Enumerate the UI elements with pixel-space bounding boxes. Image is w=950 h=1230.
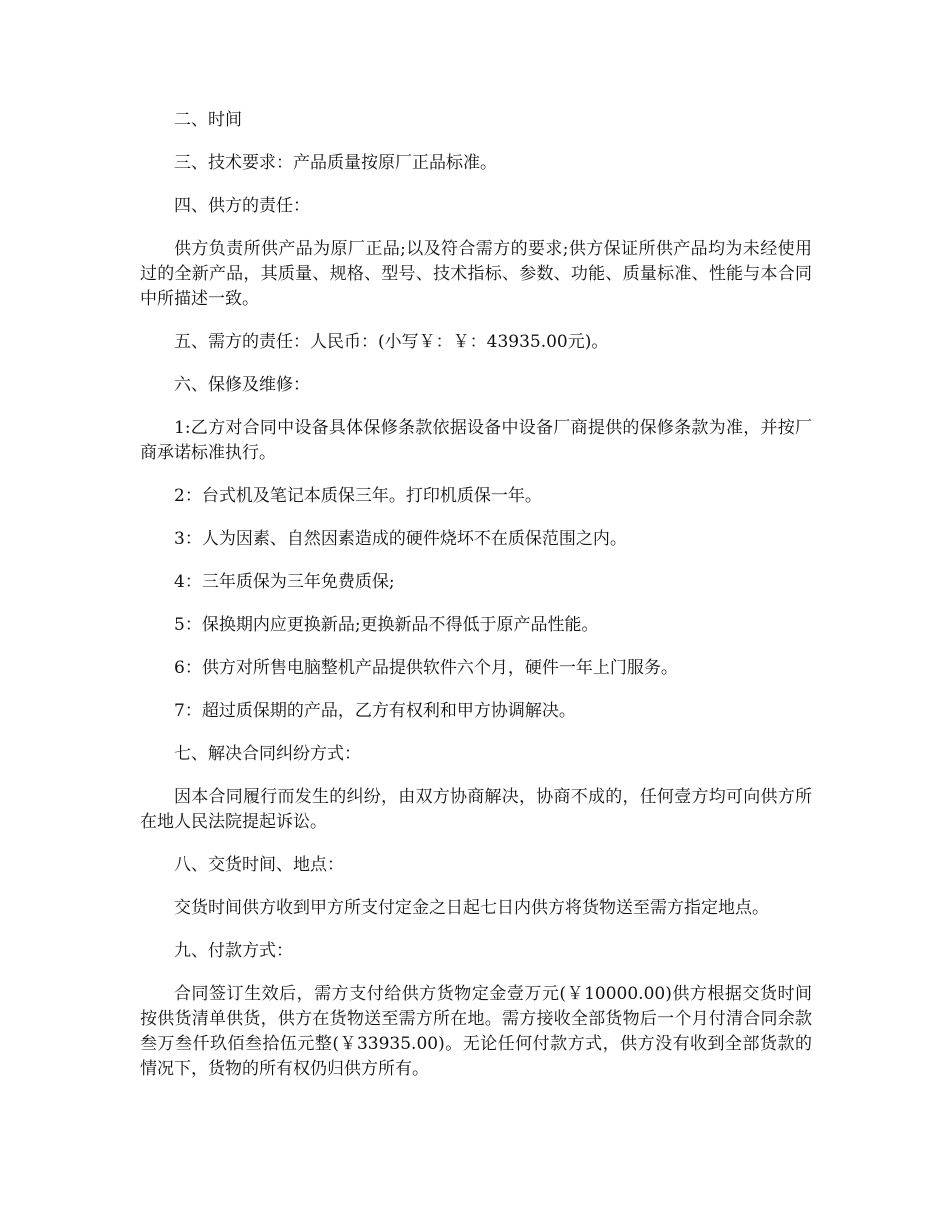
- section-payment-heading: 九、付款方式：: [174, 941, 293, 961]
- delivery-text: 交货时间供方收到甲方所支付定金之日起七日内供方将货物送至需方指定地点。: [174, 898, 769, 918]
- payment-terms-text: 合同签订生效后，需方支付给供方货物定金壹万元(￥10000.00)供方根据交货时间按供货清单供货，供方在货物送至需方所在地。需方接收全部货物后一个月付清合同余款叁万叁仟玖佰叁拾伍元整(￥33935.00)。无论任何付款方式，供方没有收到全部货款的情况下，货物的所有权仍归供方所有。: [140, 984, 812, 1079]
- warranty-item-4: 4：三年质保为三年免费质保;: [174, 572, 395, 592]
- section-dispute-heading: 七、解决合同纠纷方式：: [174, 744, 361, 764]
- section-delivery-heading: 八、交货时间、地点：: [174, 855, 344, 875]
- section-buyer-responsibility: 五、需方的责任：人民币：(小写￥：￥：43935.00元)。: [174, 332, 609, 352]
- warranty-item-7: 7：超过质保期的产品，乙方有权利和甲方协调解决。: [174, 701, 576, 721]
- warranty-item-2: 2：台式机及笔记本质保三年。打印机质保一年。: [174, 486, 542, 506]
- section-time-heading: 二、时间: [174, 110, 242, 130]
- document-body: [140, 108, 812, 1100]
- section-technical-requirements: 三、技术要求：产品质量按原厂正品标准。: [174, 153, 497, 173]
- section-supplier-responsibility-heading: 四、供方的责任：: [174, 196, 310, 216]
- section-warranty-heading: 六、保修及维修：: [174, 375, 310, 395]
- warranty-item-5: 5：保换期内应更换新品;更换新品不得低于原产品性能。: [174, 615, 599, 635]
- warranty-item-6: 6：供方对所售电脑整机产品提供软件六个月，硬件一年上门服务。: [174, 658, 678, 678]
- dispute-resolution-text: 因本合同履行而发生的纠纷，由双方协商解决，协商不成的，任何壹方均可向供方所在地人民法院提起诉讼。: [140, 787, 812, 832]
- supplier-responsibility-text: 供方负责所供产品为原厂正品;以及符合需方的要求;供方保证所供产品均为未经使用过的全新产品，其质量、规格、型号、技术指标、参数、功能、质量标准、性能与本合同中所描述一致。: [140, 239, 812, 309]
- warranty-item-1: 1:乙方对合同中设备具体保修条款依据设备中设备厂商提供的保修条款为准，并按厂商承诺标准执行。: [140, 418, 812, 463]
- warranty-item-3: 3：人为因素、自然因素造成的硬件烧坏不在质保范围之内。: [174, 529, 627, 549]
